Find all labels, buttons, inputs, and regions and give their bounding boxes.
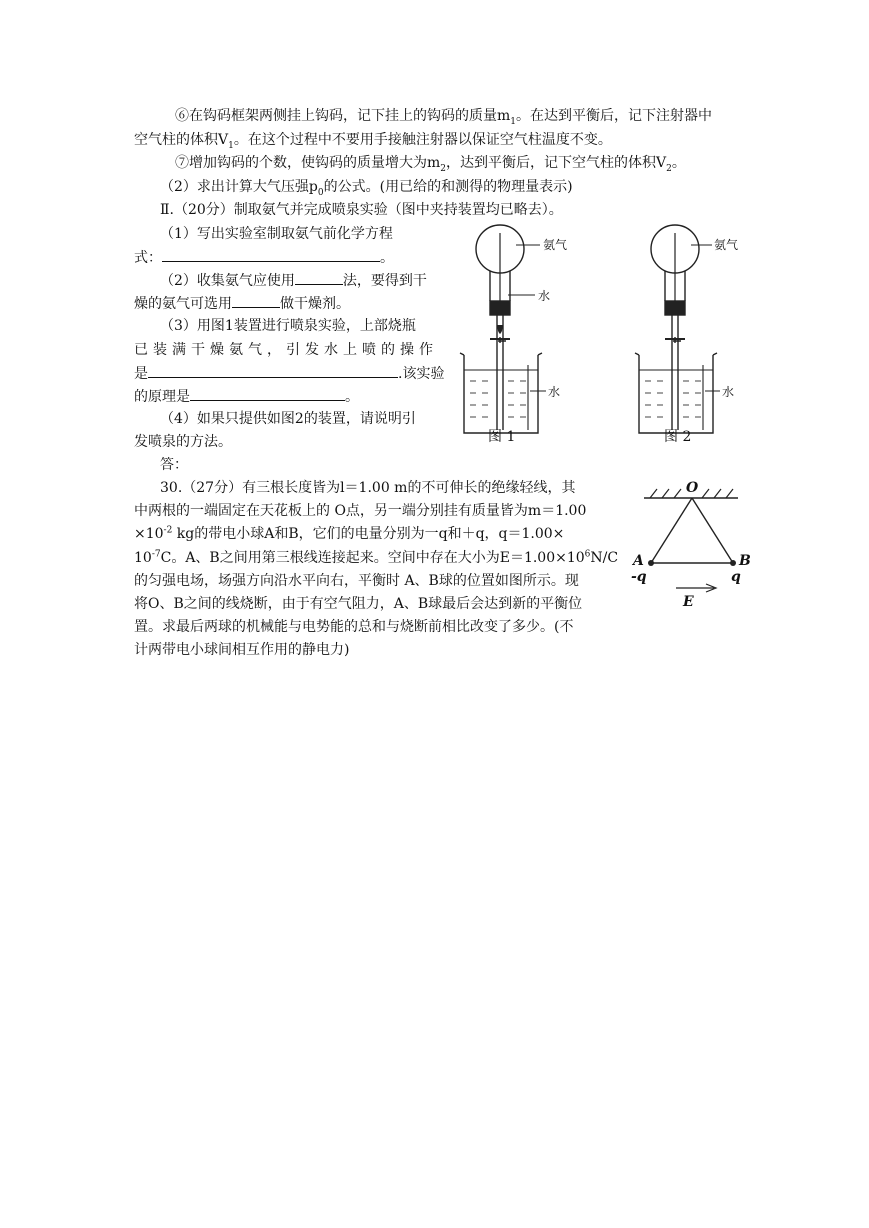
c1-line-2 — [134, 247, 394, 268]
text: 。 — [380, 250, 394, 266]
q30-line-4 — [134, 548, 618, 568]
text: 30.（27分）有三根长度皆为l＝1.00 m的不可伸长的绝缘轻线，其 — [160, 480, 576, 496]
label-e: E — [683, 594, 694, 610]
superscript: -7 — [151, 549, 161, 560]
text: 已装满干燥氨气，引发水上喷的操作 — [134, 342, 438, 358]
q30-line-3 — [134, 524, 564, 544]
text: 。 — [671, 155, 686, 171]
text: （2）求出计算大气压强p — [160, 179, 318, 195]
text: 。在这个过程中不要用手接触注射器以保证空气柱温度不变。 — [233, 132, 612, 148]
text: 式： — [134, 250, 162, 266]
answer-blank[interactable] — [190, 386, 345, 401]
text: C。A、B之间用第三根线连接起来。空间中存在大小为E＝1.00×10 — [160, 550, 585, 566]
thread-oa — [651, 498, 692, 563]
q30-line-1 — [160, 478, 575, 498]
subscript: 2 — [666, 163, 672, 174]
step-6-line-2 — [134, 130, 612, 150]
text: 。在达到平衡后，记下注射器中 — [516, 108, 713, 124]
label-o: O — [686, 480, 699, 496]
c2-line-1 — [160, 270, 427, 291]
answer-blank[interactable] — [162, 247, 380, 262]
figure-2-caption: 图 2 — [664, 429, 692, 445]
text: ，达到平衡后，记下空气柱的体积V — [446, 155, 667, 171]
figure-2-ammonia-label: 氨气 — [714, 238, 739, 252]
answer-blank[interactable] — [148, 363, 398, 378]
text: 将O、B之间的线烧断，由于有空气阻力，A、B球最后会达到新的平衡位 — [134, 596, 583, 612]
q30-line-7 — [134, 617, 573, 637]
text: 发喷泉的方法。 — [134, 434, 232, 450]
text: 计两带电小球间相互作用的静电力) — [134, 642, 350, 658]
c3-line-1 — [160, 316, 416, 336]
figure-2-water-label: 水 — [722, 385, 735, 399]
c3-line-2 — [134, 340, 438, 360]
text: 。 — [345, 389, 359, 405]
text: （4）如果只提供如图2的装置，请说明引 — [160, 411, 416, 427]
text: ×10 — [134, 526, 164, 542]
figure-2-apparatus — [635, 225, 717, 433]
label-neg-q: -q — [631, 569, 647, 585]
text: 做干燥剂。 — [280, 296, 350, 312]
text: 中两根的一端固定在天花板上的 O点，另一端分别挂有质量皆为m＝1.00 — [134, 503, 587, 519]
text: N/C — [590, 550, 619, 566]
figure-1-ammonia-label: 氨气 — [543, 238, 568, 252]
text: 答： — [160, 457, 188, 473]
text: .该实验 — [398, 366, 445, 382]
answer-blank[interactable] — [295, 270, 343, 285]
figure-1-apparatus — [460, 225, 542, 433]
q30-line-8 — [134, 640, 349, 660]
subscript: 1 — [510, 116, 517, 127]
text: 10 — [134, 550, 152, 566]
superscript: -2 — [163, 525, 173, 536]
figure-1-water-dashes — [470, 381, 526, 417]
text: ⑦增加钩码的个数，使钩码的质量增大为m — [175, 155, 441, 171]
text: （2）收集氨气应使用 — [160, 273, 295, 289]
text: 的匀强电场，场强方向沿水平向右，平衡时 A、B球的位置如图所示。现 — [134, 573, 579, 589]
figure-1-water-label-top: 水 — [538, 289, 551, 303]
c2-line-2 — [134, 293, 350, 314]
text: ⑥在钩码框架两侧挂上钩码，记下挂上的钩码的质量m — [175, 108, 511, 124]
answer-blank[interactable] — [232, 293, 280, 308]
charged-balls-triangle-figure — [630, 478, 750, 613]
text: 法，要得到干 — [342, 273, 427, 289]
q30-line-5 — [134, 571, 579, 591]
text: Ⅱ.（20分）制取氨气并完成喷泉实验（图中夹持装置均已略去）。 — [160, 202, 563, 218]
superscript: 6 — [584, 549, 591, 560]
q30-line-6 — [134, 594, 582, 614]
ball-a — [648, 560, 654, 566]
c4-line-1 — [160, 409, 416, 429]
thread-ob — [692, 498, 733, 563]
label-b: B — [739, 553, 751, 569]
ball-b — [730, 560, 736, 566]
figure-1-water-label-bottom: 水 — [548, 385, 561, 399]
figure-2-water-dashes — [645, 381, 701, 417]
question-2-line — [160, 177, 573, 197]
text: 是 — [134, 366, 148, 382]
subscript: 0 — [317, 187, 324, 198]
text: 空气柱的体积V — [134, 132, 229, 148]
text: 的原理是 — [134, 389, 190, 405]
subscript: 1 — [228, 140, 234, 151]
c1-line-1 — [160, 224, 393, 244]
text: kg的带电小球A和B，它们的电量分别为一q和＋q，q＝1.00× — [172, 526, 565, 542]
step-6-line-1 — [175, 106, 712, 126]
step-7-line — [175, 153, 686, 173]
text: 的公式。(用已给的和测得的物理量表示) — [323, 179, 573, 195]
c3-line-4 — [134, 386, 359, 407]
c3-line-3 — [134, 363, 444, 384]
c4-line-2 — [134, 432, 232, 452]
text: （3）用图1装置进行喷泉实验，上部烧瓶 — [160, 318, 416, 334]
text: （1）写出实验室制取氨气前化学方程 — [160, 226, 393, 242]
text: 置。求最后两球的机械能与电势能的总和与烧断前相比改变了多少。(不 — [134, 619, 574, 635]
subscript: 2 — [440, 163, 447, 174]
answer-label — [160, 455, 188, 475]
q30-line-2 — [134, 501, 586, 521]
text: 燥的氨气可选用 — [134, 296, 232, 312]
label-q: q — [731, 569, 741, 585]
figure-1-caption: 图 1 — [488, 429, 516, 445]
label-a: A — [633, 553, 644, 569]
